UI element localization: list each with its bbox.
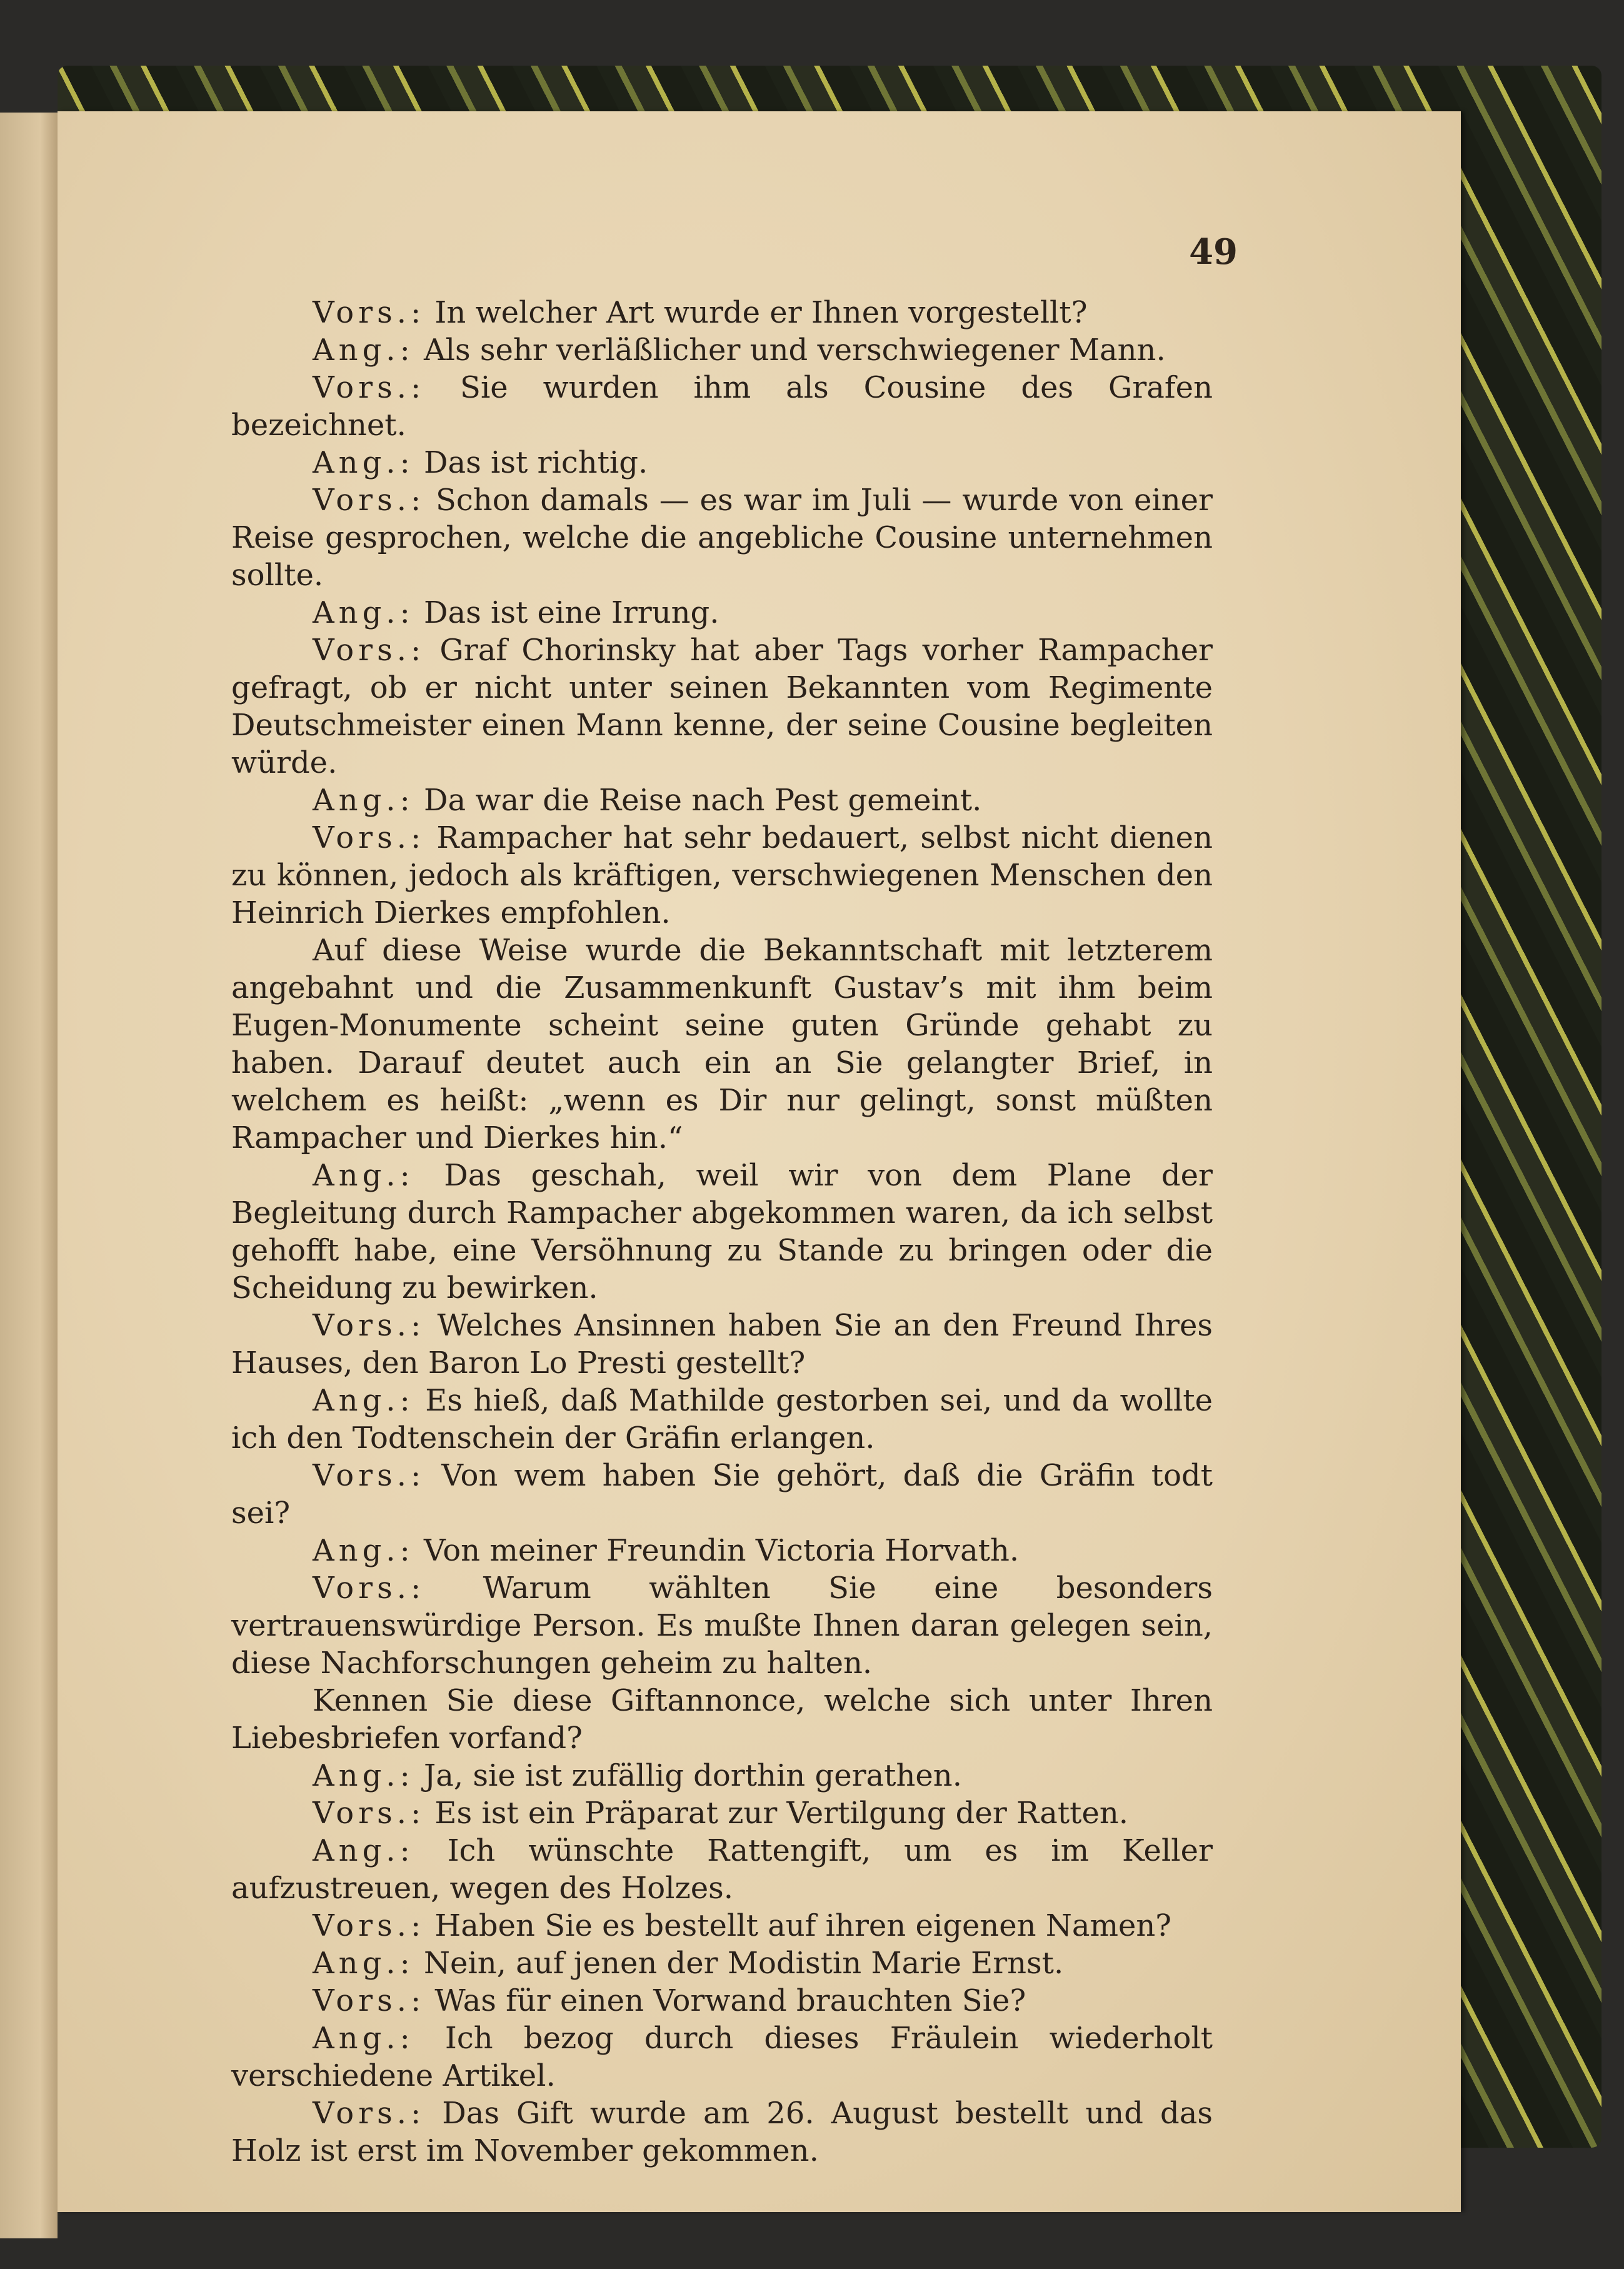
- dialogue-line: [231, 1532, 1213, 1569]
- dialogue-line: [231, 294, 1213, 331]
- line-text: Rampacher hat sehr bedauert, selbst nicht dienen zu können, jedoch als kräftigen, verschwiegenen Menschen den Heinrich Dierkes empfohlen.: [231, 820, 1213, 930]
- speaker: Ang.:: [313, 1946, 414, 1981]
- left-page-edge: [0, 113, 58, 2238]
- dialogue-line: [231, 1944, 1213, 1982]
- line-text: Das Gift wurde am 26. August bestellt und das Holz ist erst im November gekommen.: [231, 2096, 1213, 2168]
- speaker: Ang.:: [313, 1158, 414, 1193]
- dialogue-line: [231, 444, 1213, 481]
- line-text: Ich wünschte Rattengift, um es im Keller aufzustreuen, wegen des Holzes.: [231, 1833, 1213, 1906]
- speaker: Vors.:: [313, 295, 426, 330]
- speaker: Ang.:: [313, 783, 414, 818]
- speaker: Vors.:: [313, 1796, 426, 1831]
- dialogue-line: [231, 2095, 1213, 2170]
- speaker: Ang.:: [313, 445, 414, 480]
- dialogue-line: [231, 481, 1213, 594]
- line-text: In welcher Art wurde er Ihnen vorgestellt?: [425, 295, 1088, 330]
- page-number: 49: [1189, 231, 1238, 273]
- line-text: Da war die Reise nach Pest gemeint.: [414, 783, 982, 818]
- dialogue-line: [231, 1457, 1213, 1532]
- speaker: Vors.:: [313, 1908, 426, 1943]
- line-text: Als sehr verläßlicher und verschwiegener Mann.: [414, 333, 1166, 368]
- speaker: Vors.:: [313, 1571, 426, 1606]
- dialogue-line: [231, 1307, 1213, 1382]
- narrative-paragraph: [231, 1682, 1213, 1757]
- line-text: Von meiner Freundin Victoria Horvath.: [414, 1533, 1020, 1568]
- line-text: Auf diese Weise wurde die Bekanntschaft mit letzterem angebahnt und die Zusammenkunft Gustav’s mit ihm beim Eugen-Monumente scheint seine guten Gründe gehabt zu haben. Darauf deutet auch ein an Sie gelangter Brief, in welchem es heißt: „wenn es Dir nur gelingt, sonst müßten Rampacher und Dierkes hin.“: [231, 933, 1213, 1155]
- line-text: Nein, auf jenen der Modistin Marie Ernst.: [414, 1946, 1064, 1981]
- line-text: Ja, sie ist zufällig dorthin gerathen.: [414, 1758, 962, 1793]
- dialogue-line: [231, 1157, 1213, 1307]
- transcript-text: [231, 294, 1213, 2170]
- line-text: Das geschah, weil wir von dem Plane der Begleitung durch Rampacher abgekommen waren, da ich selbst gehofft habe, eine Versöhnung zu Stande zu bringen oder die Scheidung zu bewirken.: [231, 1158, 1213, 1306]
- dialogue-line: [231, 1832, 1213, 1907]
- speaker: Ang.:: [313, 1383, 414, 1418]
- dialogue-line: [231, 1982, 1213, 2020]
- line-text: Warum wählten Sie eine besonders vertrauenswürdige Person. Es mußte Ihnen daran gelegen sein, diese Nachforschungen geheim zu halten.: [231, 1571, 1213, 1681]
- dialogue-line: [231, 1794, 1213, 1832]
- speaker: Ang.:: [313, 1758, 414, 1793]
- speaker: Vors.:: [313, 483, 426, 518]
- speaker: Ang.:: [313, 1533, 414, 1568]
- speaker: Vors.:: [313, 1308, 426, 1343]
- line-text: Haben Sie es bestellt auf ihren eigenen Namen?: [425, 1908, 1172, 1943]
- dialogue-line: [231, 1757, 1213, 1794]
- line-text: Welches Ansinnen haben Sie an den Freund Ihres Hauses, den Baron Lo Presti gestellt?: [231, 1308, 1213, 1381]
- line-text: Graf Chorinsky hat aber Tags vorher Rampacher gefragt, ob er nicht unter seinen Bekannten vom Regimente Deutschmeister einen Mann kenne, der seine Cousine begleiten würde.: [231, 633, 1213, 780]
- dialogue-line: [231, 594, 1213, 631]
- line-text: Was für einen Vorwand brauchten Sie?: [425, 1983, 1026, 2018]
- line-text: Kennen Sie diese Giftannonce, welche sich unter Ihren Liebesbriefen vorfand?: [231, 1683, 1213, 1756]
- line-text: Es ist ein Präparat zur Vertilgung der Ratten.: [425, 1796, 1129, 1831]
- dialogue-line: [231, 631, 1213, 782]
- speaker: Vors.:: [313, 633, 426, 668]
- dialogue-line: [231, 331, 1213, 369]
- speaker: Ang.:: [313, 2021, 414, 2056]
- speaker: Ang.:: [313, 333, 414, 368]
- line-text: Von wem haben Sie gehört, daß die Gräfin todt sei?: [231, 1458, 1213, 1531]
- dialogue-line: [231, 782, 1213, 819]
- dialogue-line: [231, 819, 1213, 932]
- speaker: Vors.:: [313, 370, 426, 405]
- speaker: Vors.:: [313, 1458, 426, 1493]
- line-text: Das ist richtig.: [414, 445, 648, 480]
- speaker: Ang.:: [313, 1833, 414, 1868]
- line-text: Es hieß, daß Mathilde gestorben sei, und da wollte ich den Todtenschein der Gräfin erlangen.: [231, 1383, 1213, 1456]
- dialogue-line: [231, 369, 1213, 444]
- speaker: Ang.:: [313, 595, 414, 630]
- speaker: Vors.:: [313, 2096, 426, 2131]
- line-text: Ich bezog durch dieses Fräulein wiederholt verschiedene Artikel.: [231, 2021, 1213, 2093]
- dialogue-line: [231, 2020, 1213, 2095]
- dialogue-line: [231, 1569, 1213, 1682]
- dialogue-line: [231, 1907, 1213, 1944]
- narrative-paragraph: [231, 932, 1213, 1157]
- dialogue-line: [231, 1382, 1213, 1457]
- speaker: Vors.:: [313, 820, 426, 855]
- line-text: Schon damals — es war im Juli — wurde von einer Reise gesprochen, welche die angebliche Cousine unternehmen sollte.: [231, 483, 1213, 593]
- line-text: Sie wurden ihm als Cousine des Grafen bezeichnet.: [231, 370, 1213, 443]
- line-text: Das ist eine Irrung.: [414, 595, 719, 630]
- speaker: Vors.:: [313, 1983, 426, 2018]
